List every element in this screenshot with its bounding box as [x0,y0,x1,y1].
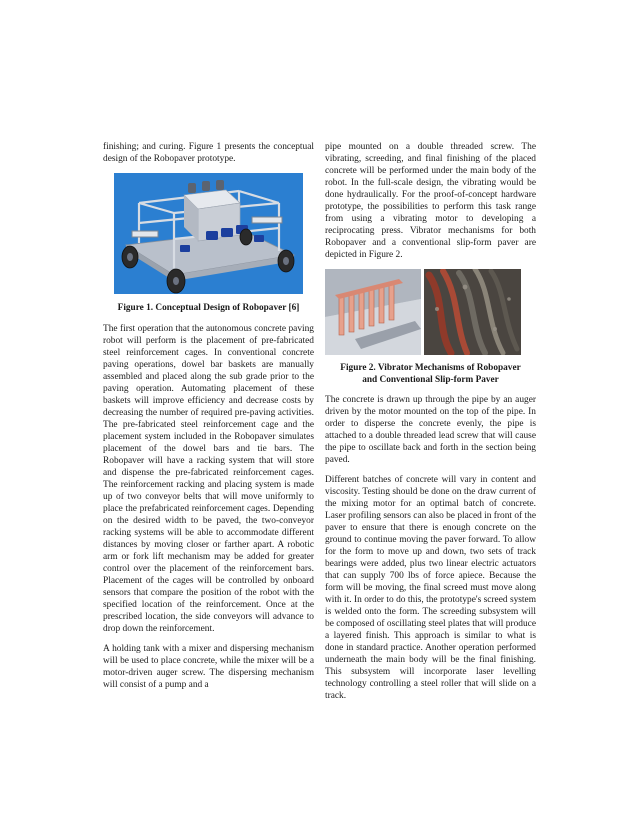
figure-2-caption [325,363,536,386]
figure-1-robopaver-render [114,173,303,294]
robopaver-illustration [114,173,303,294]
paragraph-auger: The concrete is drawn up through the pipe by an auger driven by the motor mounted on the top of the pipe. In order to disperse the concrete evenly, the pipe is attached to a double threaded lead screw that will cause the pipe to oscillate back and forth in the section being paved. [325,395,536,465]
figure-2-caption-line-1: Figure 2. Vibrator Mechanisms of Robopaver [340,363,521,373]
figure-2-vibrator-photos [325,269,521,355]
paragraph-holding-tank: A holding tank with a mixer and dispersing mechanism will be used to place concrete, while the mixer will be a motor-driven auger screw. The dispersing mechanism will consist of a pump and a [103,643,314,690]
right-column [325,141,536,710]
figure-1-caption: Figure 1. Conceptual Design of Robopaver [6] [117,303,300,313]
vibrator-mechanisms-illustration [325,269,521,355]
paragraph-reinforcement: The first operation that the autonomous concrete paving robot will perform is the placement of pre-fabricated steel reinforcement cages. In conventional concrete paving operations, dowel bar baskets are manually assembled and placed along the sub grade prior to the paving operation. Automating placement of these baskets will improve efficiency and decrease costs by decreasing the number of required pre-paving activities. The pre-fabricated steel reinforcement cage and the placement system included in the Robopaver simulates placement of the dowel bars and tie bars. The Robopaver will have a racking system that will store and dispense the pre-fabricated reinforcement cages. The reinforcement racking and placing system is made up of two conveyor belts that will move uniformly to place the prefabricated reinforcement cages. Depending on the desired width to be paved, the two-conveyor racking systems will be able to accommodate different distances by moving closer or farther apart. A robotic arm or fork lift mechanism may be added for greater control over the placement of the reinforcement bars. Placement of the cages will be controlled by onboard sensors that compare the position of the robot with the specified location of the reinforcement. Once at the prescribed location, the side conveyors will advance to drop down the reinforcement. [103,323,314,634]
paragraph-intro: finishing; and curing. Figure 1 presents the conceptual design of the Robopaver prototype. [103,142,314,164]
left-column [103,141,314,699]
paragraph-pipe: pipe mounted on a double threaded screw. The vibrating, screeding, and final finishing of the placed concrete will be performed under the main body of the robot. In the full-scale design, the vibrating would be done hydraulically. For the proof-of-concept hardware prototype, the possibilities to perform this task range from using a vibrating motor to developing a reciprocating press. Vibrator mechanisms for both Robopaver and a conventional slip-form paver are depicted in Figure 2. [325,142,536,260]
paragraph-batches: Different batches of concrete will vary in content and viscosity. Testing should be done on the draw current of the mixing motor for an optimal batch of concrete. Laser profiling sensors can also be placed in front of the paver to ensure that there is enough concrete on the ground to continue moving the paver forward. To allow for the form to move up and down, two sets of track bearings were added, plus two linear electric actuators that can supply 700 lbs of force apiece. Because the form will be moving, the final screed must move along with it. In order to do this, the prototype's screed system is welded onto the form. The screeding subsystem will be composed of oscillating steel plates that will produce a layered finish. This approach is similar to what is done in standard practice. Another operation performed underneath the main body will be the final finishing. This subsystem will incorporate laser levelling technology controlling a steel roller that will slide on a track. [325,475,536,701]
figure-2-caption-line-2: and Conventional Slip-form Paver [362,374,499,385]
